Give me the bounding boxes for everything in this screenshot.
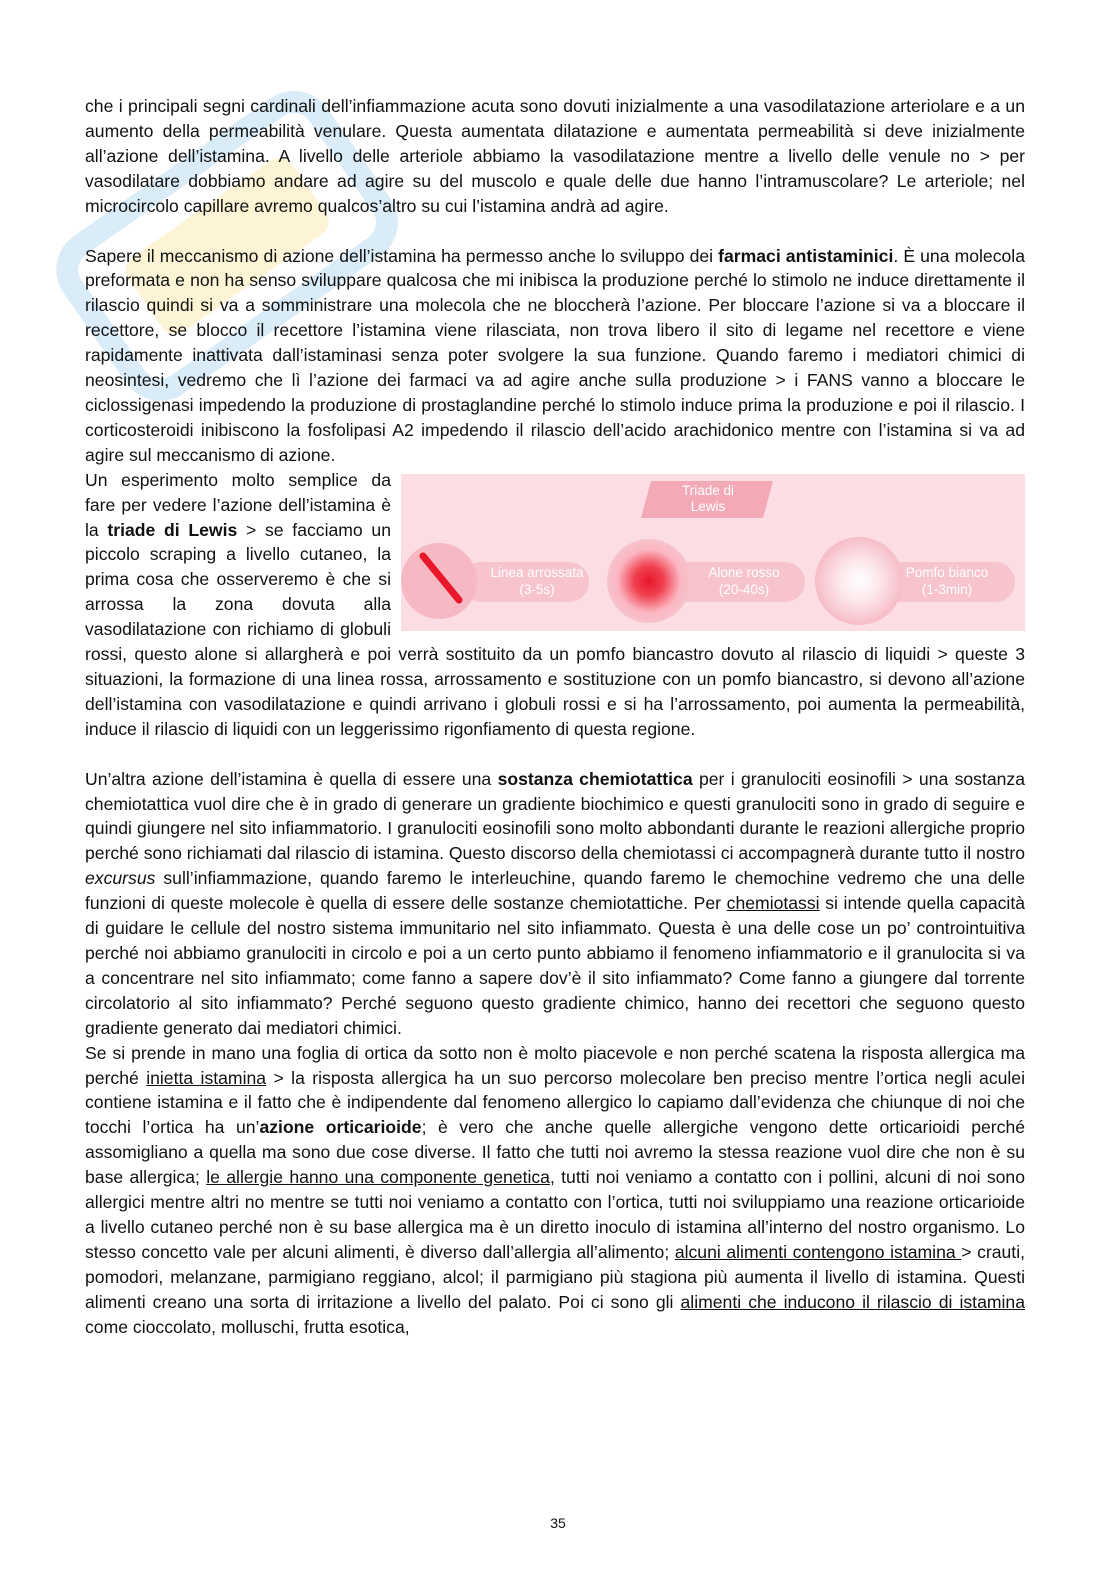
stage2-label-line1: Alone rosso [708, 564, 780, 580]
document-body [85, 94, 1025, 1340]
figure-title-line1: Triade di [681, 482, 735, 498]
page-number: 35 [550, 1515, 566, 1531]
stage2-label-line2: (20-40s) [718, 581, 770, 597]
bold-azione-orticarioide: azione orticarioide [259, 1117, 422, 1138]
stage2-red-halo [607, 539, 691, 623]
paragraph-farmaci-antistaminici: Sapere il meccanismo di azione dell’istamina ha permesso anche lo sviluppo dei farmaci antistaminici. È una molecola preformata e non ha senso sviluppare qualcosa che mi inibisca la produzione perché lo stimolo ne induce direttamente il rilascio quindi si va a somministrare una molecola che ne bloccherà l’azione. Per bloccare l’azione si va a bloccare il recettore, se blocco il recettore l’istamina viene rilasciata, non trova libero il sito di legame nel recettore e viene rapidamente inattivata dall’istaminasi senza poter svolgere la sua funzione. Quando faremo i mediatori chimici di neosintesi, vedremo che lì l’azione dei farmaci va ad agire anche sulla produzione > i FANS vanno a bloccare le ciclossigenasi impedendo la produzione di prostaglandine perché lo stimolo induce prima la produzione e poi il rilascio. I corticosteroidi inibiscono la fosfolipasi A2 impedendo il rilascio dell’acido arachidonico mentre con l’istamina si va ad agire sul meccanismo di azione. [85, 245, 1025, 465]
underlined-chemiotassi: chemiotassi [726, 893, 820, 914]
stage3-label-line1: Pomfo bianco [905, 564, 989, 580]
stage3-white-wheal [815, 537, 903, 625]
paragraph-istamina-vasodilatazione: che i principali segni cardinali dell’infiammazione acuta sono dovuti inizialmente a una vasodilatazione arteriolare e a un aumento della permeabilità venulare. Questa aumentata dilatazione e aumentata permeabilità si deve inizialmente all’azione dell’istamina. A livello delle arteriole abbiamo la vasodilatazione mentre a livello delle venule no > per vasodilatare dobbiamo andare ad agire su del muscolo e quale delle due hanno l’intramuscolare? Le arteriole; nel microcircolo capillare avremo qualcos’altro su cui l’istamina andrà ad agire. [85, 96, 1025, 216]
figure-title-line2: Lewis [690, 498, 726, 514]
underlined-inietta-istamina: inietta istamina [146, 1067, 267, 1088]
paragraph-ortica-alimenti: Se si prende in mano una foglia di ortica da sotto non è molto piacevole e non perché scatena la risposta allergica ma perché inietta istamina > la risposta allergica ha un suo percorso molecolare ben preciso mentre l’ortica negli aculei contiene istamina e il fatto che è indipendente dal fenomeno allergico lo capiamo dall’evidenza che chiunque di noi che tocchi l’ortica ha un’azione orticarioide; è vero che anche quelle allergiche vengono dette orticarioidi perché assomigliano a quella ma sono due cose diverse. Il fatto che tutti noi avremo la stessa reazione vuol dire che non è su base allergica; le allergie hanno una componente genetica, tutti noi veniamo a contatto con i pollini, alcuni di noi sono allergici mentre altri no mentre se tutti noi veniamo a contatto con l’ortica, tutti noi sviluppiamo una reazione orticarioide a livello cutaneo perché non è su base allergica ma è un diretto inoculo di istamina all’interno del nostro organismo. Lo stesso concetto vale per alcuni alimenti, è diverso dall’allergia all’alimento; alcuni alimenti contengono istamina > crauti, pomodori, melanzane, parmigiano reggiano, alcol; il parmigiano più stagiona più aumenta il livello di istamina. Questi alimenti creano una sorta di irritazione a livello del palato. Poi ci sono gli alimenti che inducono il rilascio di istamina come cioccolato, molluschi, frutta esotica, [85, 1042, 1026, 1337]
underlined-alimenti-rilascio: alimenti che inducono il rilascio di istamina [680, 1291, 1025, 1312]
stage1-label-line1: Linea arrossata [490, 564, 584, 580]
bold-farmaci-antistaminici: farmaci antistaminici [718, 245, 894, 266]
paragraph-triade-di-lewis: Un esperimento molto semplice da fare per vedere l’azione dell’istamina è la triade di Lewis > se facciamo un piccolo scraping a livello cutaneo, la prima cosa che osserveremo è che si arrossa la zona dovuta alla vasodilatazione con richiamo di globuli rossi, questo alone si allargherà e poi verrà sostituito da un pomfo biancastro dovuto al rilascio di liquidi > queste 3 situazioni, la formazione di una linea rossa, arrossamento e sostituzione con un pomfo biancastro, si devono all’azione dell’istamina con vasodilatazione e quindi arrivano i globuli rossi e si ha l’arrossamento, poi aumenta la permeabilità, induce il rilascio di liquidi con un leggerissimo rigonfiamento di questa regione. [85, 469, 1025, 739]
italic-excursus: excursus [85, 868, 156, 889]
underlined-alimenti-contengono: alcuni alimenti contengono istamina [674, 1241, 962, 1262]
stage1-label-line2: (3-5s) [519, 581, 555, 597]
bold-sostanza-chemiotattica: sostanza chemiotattica [497, 768, 693, 789]
underlined-allergie-genetica: le allergie hanno una componente genetica [206, 1167, 550, 1188]
figure-triade-di-lewis [401, 474, 1025, 631]
paragraph-sostanza-chemiotattica: Un’altra azione dell’istamina è quella di essere una sostanza chemiotattica per i granulociti eosinofili > una sostanza chemiotattica vuol dire che è in grado di generare un gradiente biochimico e questi granulociti sono in grado di seguire e quindi giungere nel sito infiammatorio. I granulociti eosinofili sono molto abbondanti durante le reazioni allergiche proprio perché sono richiamati dal rilascio di istamina. Questo discorso della chemiotassi ci accompagnerà durante tutto il nostro excursus sull’infiammazione, quando faremo le interleuchine, quando faremo le chemochine vedremo che una delle funzioni di queste molecole è quella di essere delle sostanze chemiotattiche. Per chemiotassi si intende quella capacità di guidare le cellule del nostro sistema immunitario nel sito infiammato. Questa è una delle cose un po’ controintuitiva perché noi abbiamo granulociti in circolo e poi a un certo punto abbiamo il fenomeno infiammatorio e il granulocita si va a concentrare nel sito infiammato; come fanno a sapere dov’è il sito infiammato? Come fanno a giungere dal torrente circolatorio al sito infiammato? Perché seguono questo gradiente chimico, hanno dei recettori che seguono questo gradiente generato dai mediatori chimici. [85, 768, 1026, 1038]
stage3-label-line2: (1-3min) [921, 581, 973, 597]
bold-triade-di-lewis: triade di Lewis [107, 519, 238, 540]
